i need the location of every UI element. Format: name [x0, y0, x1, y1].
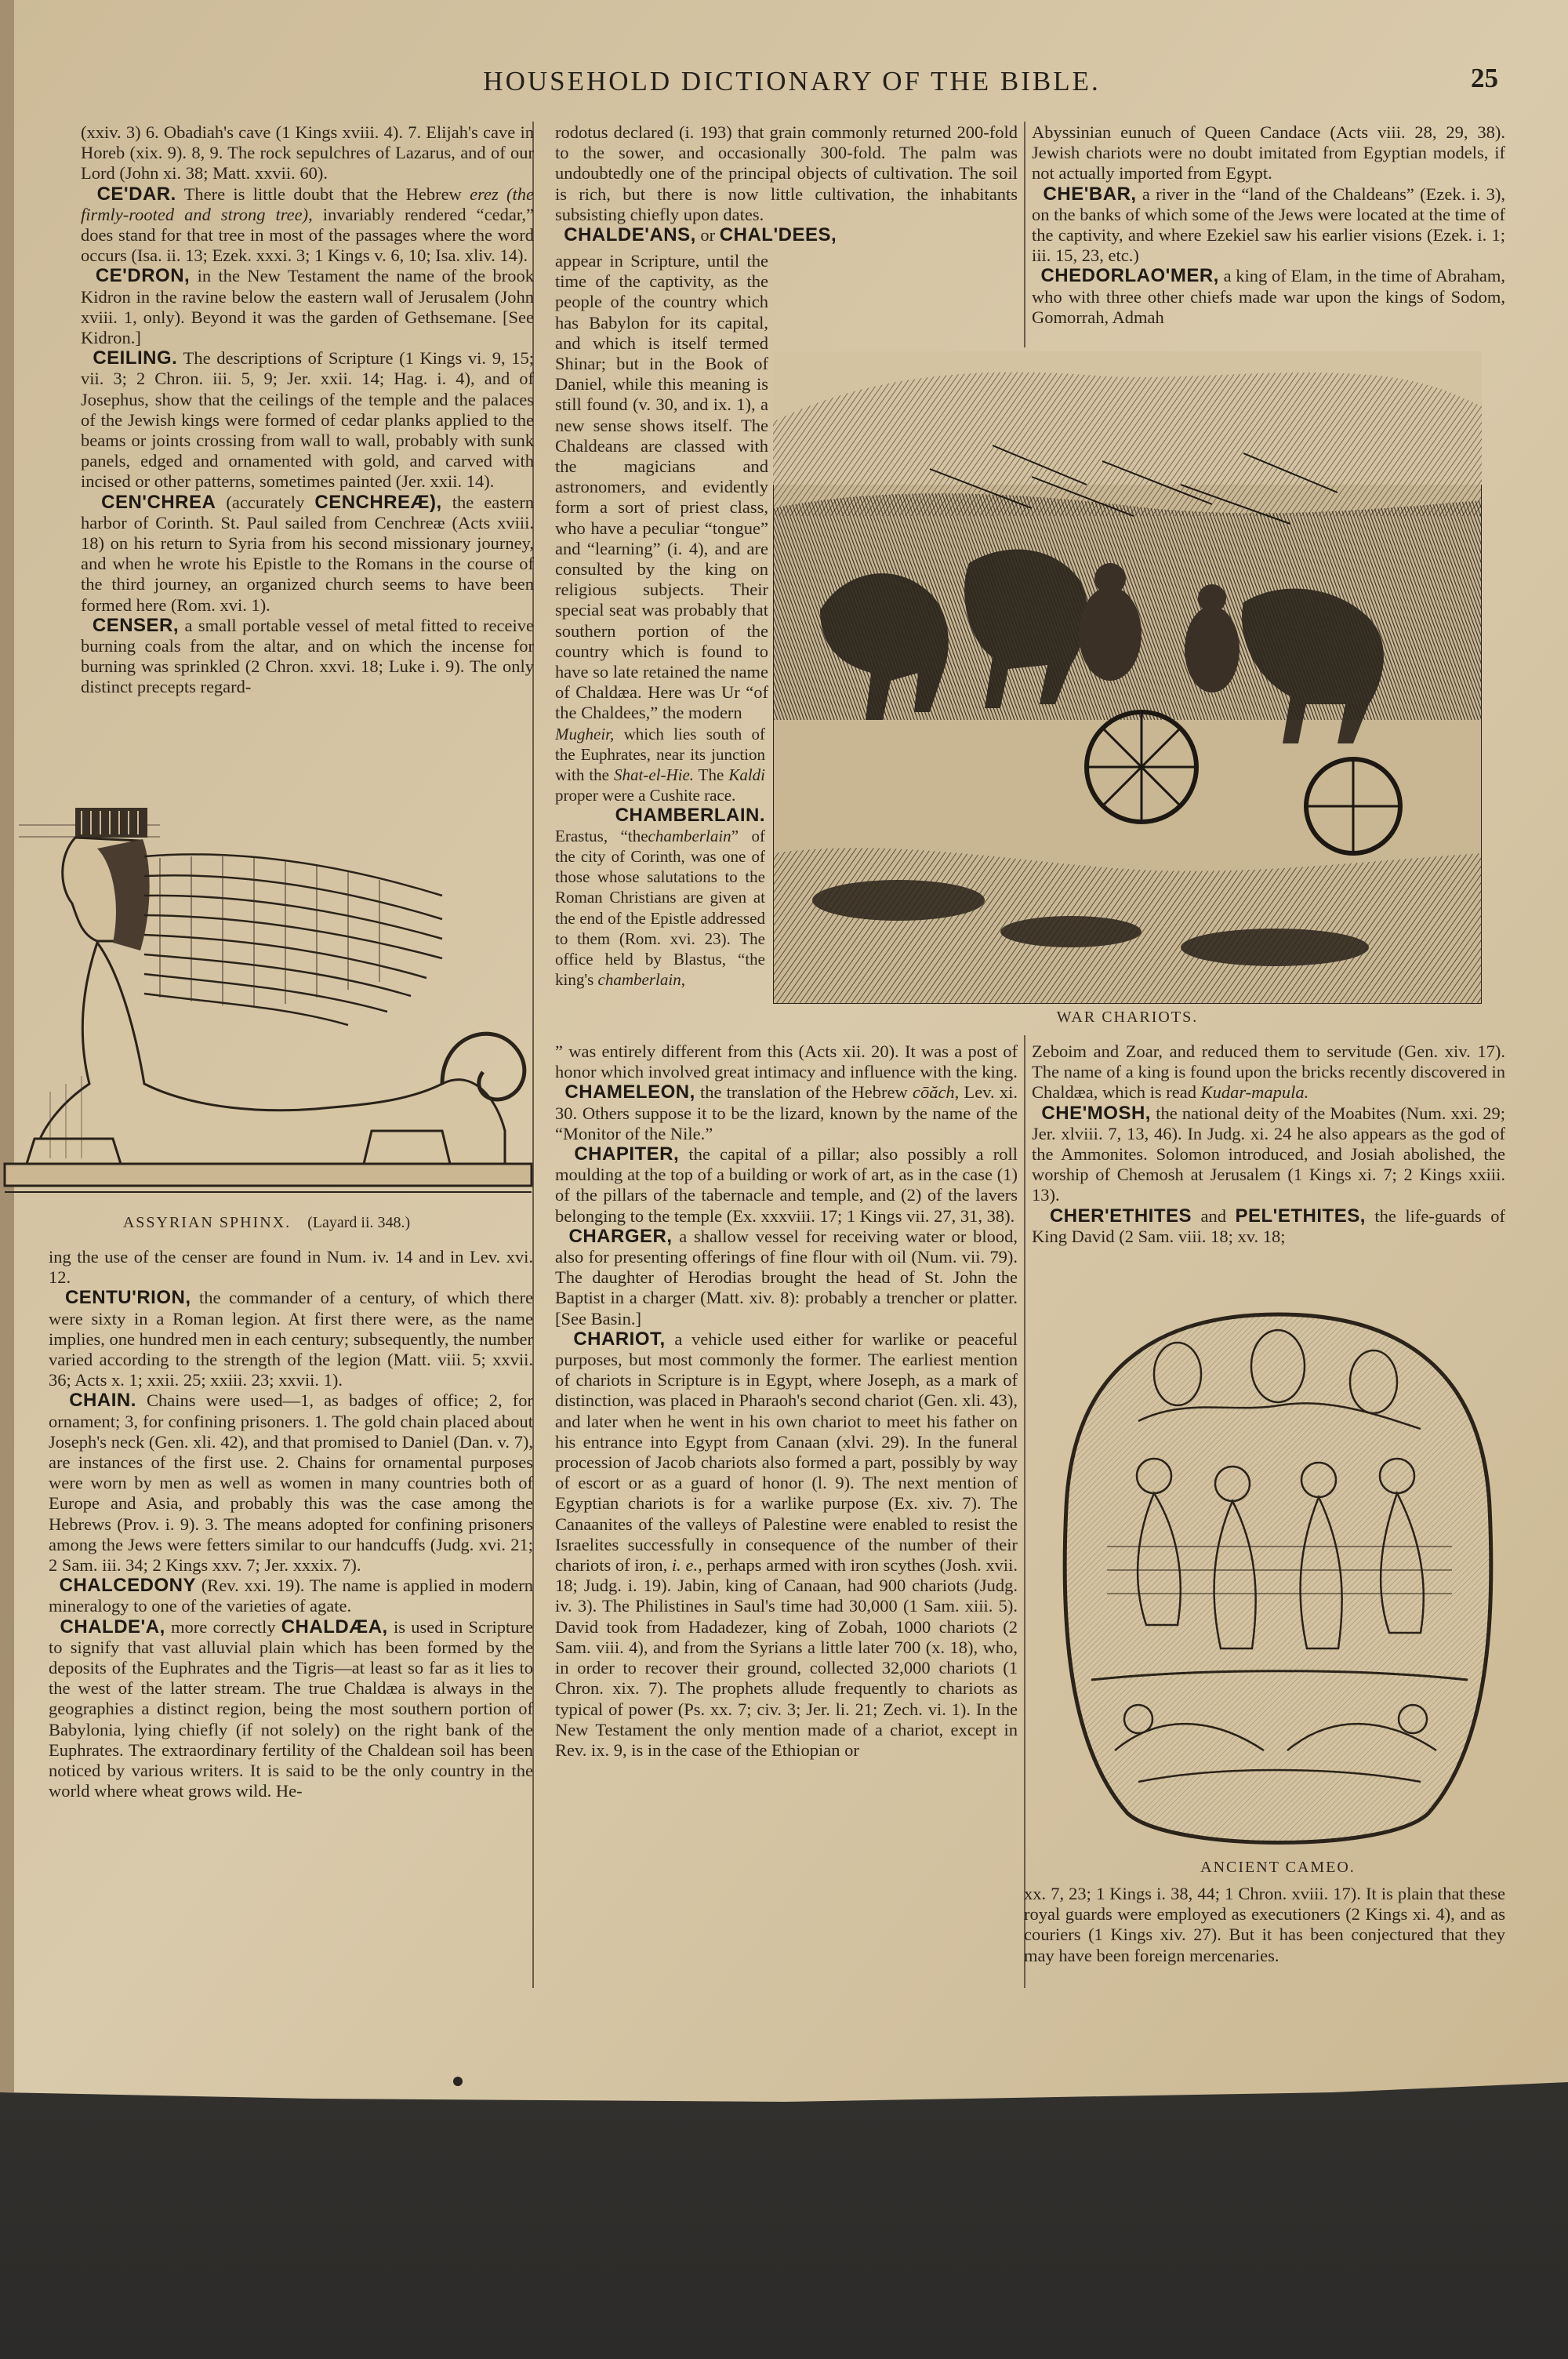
chebar-text: a river in the “land of the Chaldeans” (Ezek. i. 3), on the banks of which some of the Jews were located at the time of the captivity, and where Ezekiel saw his earlier visions (Ezek. i. 1; iii. 15, 23, etc.) — [1032, 184, 1506, 266]
headword-chaldea: CHALDE'A, — [60, 1616, 165, 1637]
cedar-text-b: invariably rendered “cedar,” does stand for that tree in most of the passages where the word occurs (Isa. ii. 13; Ezek. xxxi. 3; 1 Kings v. 6, 10; Isa. xliv. 14). — [81, 204, 535, 266]
entry-chapiter — [555, 1144, 1018, 1227]
entry-chaldeans — [555, 225, 1018, 245]
chaldeans-c: The — [698, 765, 724, 784]
chameleon-b: Lev. xi. 30. Others suppose it to be the lizard, known by the name of the “Monitor of the Nile.” — [555, 1082, 1018, 1143]
chaldeans-mid: or — [700, 225, 716, 245]
chaldea-text: is used in Scripture to signify that vast alluvial plain which has been formed by the deposits of the Euphrates and the Tigris—at least so far as it lies to the west of the latter stream. The true Chaldæa is always in the geographies a distinct region, being the most southern portion of Babylonia, lying chiefly (if not solely) on the right bank of the Euphrates. The extraordinary fertility of the Chaldean soil has been noticed by various writers. It is said to be the only country in the world where wheat grows wild. He- — [49, 1616, 534, 1801]
headword-cenchreae: CENCHREÆ), — [314, 491, 442, 513]
chaldeans-d: proper were a Cushite race. — [555, 785, 736, 805]
chamberlain-b: ” of the city of Corinth, was one of those whose salutations to the Roman Christians are given at the end of the Epistle addressed to them (Rom. xvi. 23). The office held by Blastus, “the king's — [555, 827, 765, 989]
chariot-a: a vehicle used either for warlike or peaceful purposes, but most commonly the former. The earliest mention of chariots in Scripture is in Egypt, where Joseph, as a mark of distinction, was placed in Pharaoh's second chariot (Gen. xli. 43), and later when he went in his own chariot to meet his father on his entrance into Egypt from Canaan (xlvi. 29). In the funeral procession of Jacob chariots also formed a part, possibly by way of escort or as a guard of honor (l. 9). The next mention of Egyptian chariots is for a warlike purpose (Ex. xiv. 7). The Canaanites of the valleys of Palestine were enabled to resist the Israelites successfully in consequence of the number of their chariots of iron, — [555, 1329, 1018, 1576]
headword-cedar: CE'DAR. — [96, 183, 176, 205]
chemosh-text: the national deity of the Moabites (Num. xxi. 29; Jer. xlviii. 7, 13, 46). In Judg. xi. 24 he also appears as the god of the Ammonites. Solomon introduced, and Josiah abolished, the worship of Chemosh at Jerusalem (1 Kings xi. 7; 2 Kings xxiii. 13). — [1032, 1103, 1506, 1205]
column-3-middle — [1032, 1041, 1505, 1247]
kudar: Kudar-mapula. — [1200, 1082, 1309, 1103]
headword-pelethites: PEL'ETHITES, — [1235, 1205, 1366, 1227]
chaldeans-b: which lies south of the Euphrates, near its junction with the — [555, 724, 765, 784]
charger-text: a shallow vessel for receiving water or blood, also for presenting offerings of fine flour with oil (Num. vii. 79). The daughter of Herodias brought the head of St. John the Baptist in a charger (Matt. xiv. 8): probably a trencher or platter. — [555, 1226, 1018, 1308]
headword-chaldees: CHAL'DEES, — [719, 224, 837, 246]
entry-cherethites-cont: xx. 7, 23; 1 Kings i. 38, 44; 1 Chron. xviii. 17). It is plain that these royal guards were employed as executioners (2 Kings xi. 4), and as couriers (1 Kings xiv. 27). But it has been conjectured that they may have been foreign mercenaries. — [1024, 1884, 1505, 1965]
headword-chaldaea: CHALDÆA, — [281, 1616, 388, 1637]
headword-chalcedony: CHALCEDONY — [59, 1575, 196, 1597]
censer-text: a small portable vessel of metal fitted to receive burning coals from the altar, and on which the incense for burning was sprinkled (2 Chron. xxvi. 18; Luke i. 9). The only distinct precepts regard- — [81, 615, 534, 697]
kaldi: Kaldi — [728, 765, 765, 784]
headword-cherethites: CHER'ETHITES — [1049, 1205, 1192, 1227]
page-number: 25 — [1471, 63, 1498, 93]
headword-chameleon: CHAMELEON, — [564, 1081, 695, 1103]
entry-chariot — [555, 1329, 1018, 1761]
cedron-see: [See Kidron.] — [81, 307, 534, 348]
entry-chaldea — [49, 1617, 533, 1802]
running-head: HOUSEHOLD DICTIONARY OF THE BIBLE. — [483, 66, 1101, 96]
chain-text: Chains were used—1, as badges of office; 2, for ornament; 3, for confining prisoners. 1. The gold chain placed about Joseph's neck (Gen. xli. 42), and that promised to Daniel (Dan. v. 7), are instances of the first use. 2. Chains for ornamental purposes were worn by men as well as women in many countries both of Europe and Asia, and probably this was the case among the Hebrews (Prov. i. 9). 3. The means adopted for confining prisoners among the Jews were fetters similar to our handcuffs (Judg. xvi. 21; 2 Sam. iii. 34; 2 Kings xxv. 7; Jer. xxxix. 7). — [49, 1390, 534, 1576]
chalcedony-text: (Rev. xxi. 19). The name is applied in modern mineralogy to one of the varieties of agate. — [49, 1576, 534, 1616]
column-2-lower — [555, 1041, 1018, 1761]
entry-cherethites — [1032, 1206, 1505, 1247]
headword-ceiling: CEILING. — [93, 347, 178, 369]
column-rule-2 — [1024, 122, 1025, 347]
headword-chapiter: CHAPITER, — [574, 1143, 680, 1165]
chapiter-text: the capital of a pillar; also possibly a roll moulding at the top of a building or work of art, as in the case (1) of the pillars of the tabernacle and temple, and (2) of the lavers belonging to the temple (Ex. xxxviii. 17; 1 Kings vii. 27, 31, 38). — [555, 1144, 1018, 1226]
chaldea-mid: more correctly — [171, 1616, 276, 1637]
entry-charger — [555, 1227, 1018, 1329]
entry-chain — [49, 1390, 533, 1576]
entry-censer-cont: ing the use of the censer are found in Num. iv. 14 and in Lev. xvi. 12. — [49, 1247, 533, 1288]
column-1-top — [81, 122, 534, 698]
headword-chemosh: CHE'MOSH, — [1041, 1102, 1151, 1124]
entry-cave-cont: (xxiv. 3) 6. Obadiah's cave (1 Kings xviii. 4). 7. Elijah's cave in Horeb (xix. 9). 8, 9. The rock sepulchres of Lazarus, and of our Lord (John xi. 38; Matt. xxvii. 60). — [81, 122, 534, 184]
chamberlain-cont: ” was entirely different from this (Acts xii. 20). It was a post of honor which involved great intimacy and influence with the king. — [555, 1041, 1018, 1082]
headword-charger: CHARGER, — [568, 1225, 673, 1247]
entry-censer — [81, 616, 534, 698]
cedar-text-a: There is little doubt that the Hebrew — [183, 184, 462, 204]
entry-chedorlaomer — [1032, 266, 1505, 328]
cenchrea-mid: (accurately — [226, 492, 305, 512]
cenchrea-text: the eastern harbor of Corinth. St. Paul sailed from Cenchreæ (Acts xviii. 18) on his return to Syria from his second missionary journey, and when he wrote his Epistle to the Romans in the course of the third journey, an organized church seems to have been formed here (Rom. xvi. 1). — [81, 492, 535, 615]
entry-chemosh — [1032, 1103, 1505, 1206]
headword-chebar: CHE'BAR, — [1043, 183, 1137, 205]
entry-abyssinian: Abyssinian eunuch of Queen Candace (Acts viii. 28, 29, 38). Jewish chariots were no doubt imitated from Egyptian models, if not actually imported from Egypt. — [1032, 122, 1505, 184]
chamberlain-italic: chamberlain — [648, 827, 731, 846]
cedron-text: in the New Testament the name of the brook Kidron in the ravine below the eastern wall of Jerusalem (John xviii. 1, only). Beyond it was the garden of Gethsemane. — [81, 266, 534, 327]
zeboim-text: Zeboim and Zoar, and reduced them to servitude (Gen. xiv. 17). The name of a king is found upon the bricks recently discovered in Chaldæa, which is read — [1032, 1041, 1505, 1103]
chamberlain-italic-2: chamberlain, — [597, 969, 685, 989]
image-spacer — [768, 336, 1018, 1120]
entry-ceiling — [81, 348, 534, 492]
column-rule-2b — [1024, 1035, 1025, 1988]
chaldeans-body: appear in Scripture, until the time of the captivity, as the people of the country which has Babylon for its capital, and which is itself termed Shinar; but in the Book of Daniel, while this meaning is still found (v. 30, and ix. 1), a new sense shows itself. The Chaldeans are classed with the magicians and astronomers, and evidently form a sort of priest class, who have a peculiar “tongue” and “learning” (i. 4), and are consulted by the king on religious subjects. Their special seat was probably that southern portion of the country which is found to have so late retained the name of Chaldæa. Here was Ur “of the Chaldees,” the modern — [555, 251, 768, 723]
headword-chain: CHAIN. — [69, 1390, 136, 1412]
column-2-chaldeans-flow — [555, 251, 1018, 1120]
chedorlaomer-text: a king of Elam, in the time of Abraham, who with three other chiefs made war upon the kings of Sodom, Gomorrah, Admah — [1032, 266, 1506, 327]
mugheir: Mugheir, — [555, 724, 615, 743]
war-chariots-caption: WAR CHARIOTS. — [1056, 1009, 1199, 1026]
centurion-text: the commander of a century, of which there were sixty in a Roman legion. At first there were, as the name implies, one hundred men in each century; subsequently, the number varied according to the strength of the legion (Matt. viii. 5; xxvii. 36; Acts x. 1; xxii. 25; xxiii. 23; xxvii. 1). — [49, 1288, 534, 1390]
ancient-cameo-illustration — [1060, 1311, 1496, 1854]
cameo-caption: ANCIENT CAMEO. — [1200, 1859, 1356, 1876]
cherethites-text: the life-guards of King David (2 Sam. viii. 18; xv. 18; — [1032, 1205, 1506, 1246]
chariot-b: perhaps armed with iron scythes (Josh. xvii. 18; Judg. i. 19). Jabin, king of Canaan, had 900 chariots (Judg. iv. 3). The Philistines in Saul's time had 30,000 (1 Sam. xiii. 5). David took from Hadadezer, king of Zobah, 1000 chariots (2 Sam. viii. 4), and from the Syrians a little later 700 (x. 18), who, in order to recover their ground, collected 32,000 chariots (1 Chron. xix. 7). The prophets allude frequently to chariots as typical of power (Ps. xx. 7; civ. 3; Jer. li. 21; Zech. vi. 1). In the New Testament the only mention made of a chariot, except in Rev. ix. 9, is in the case of the Ethiopian or — [555, 1555, 1018, 1760]
entry-chalcedony — [49, 1576, 533, 1616]
chamberlain-a: Erastus, “the — [555, 827, 648, 846]
entry-cenchrea — [81, 493, 534, 616]
sphinx-caption-title: ASSYRIAN SPHINX. — [122, 1214, 292, 1231]
chameleon-a: the translation of the Hebrew — [699, 1082, 908, 1103]
sphinx-caption-source: (Layard ii. 348.) — [307, 1214, 411, 1231]
headword-centurion: CENTU'RION, — [64, 1287, 191, 1309]
entry-chebar — [1032, 184, 1505, 267]
entry-cedar — [81, 184, 534, 267]
sphinx-caption — [47, 1214, 486, 1232]
charger-see: [See Basin.] — [555, 1308, 641, 1329]
headword-chedorlaomer: CHEDORLAO'MER, — [1040, 265, 1219, 287]
shatel: Shat-el-Hie. — [614, 765, 695, 784]
cedar-italic: erez (the firmly-rooted and strong tree), — [81, 184, 535, 224]
headword-chariot: CHARIOT, — [573, 1328, 666, 1350]
entry-zeboim — [1032, 1041, 1505, 1103]
ie: i. e., — [671, 1555, 702, 1576]
assyrian-sphinx-illustration — [3, 801, 533, 1209]
ink-spot — [453, 2077, 463, 2086]
ceiling-text: The descriptions of Scripture (1 Kings vi. 9, 15; vii. 3; 2 Chron. iii. 5, 9; Jer. xxii. 14; Hag. i. 4), and of Josephus, show that the ceilings of the temple and the palaces of the Jewish kings were formed of cedar planks applied to the beams or joints crossing from wall to wall, probably with sunk panels, edged and ornamented with gold, and carved with incised or other patterns, sometimes painted (Jer. xxii. 14). — [81, 348, 534, 492]
column-3-bottom — [1024, 1884, 1505, 1966]
headword-chaldeans: CHALDE'ANS, — [564, 224, 696, 246]
entry-centurion — [49, 1288, 533, 1390]
entry-cedron — [81, 266, 534, 348]
headword-cenchrea: CEN'CHREA — [101, 491, 216, 513]
column-3-top — [1032, 122, 1505, 328]
column-2 — [555, 122, 1018, 245]
headword-censer: CENSER, — [92, 614, 180, 636]
headword-cedron: CE'DRON, — [95, 265, 191, 287]
entry-herodotus-cont: rodotus declared (i. 193) that grain commonly returned 200-fold to the sower, and occasionally 300-fold. The palm was undoubtedly one of the principal objects of cultivation. The soil is rich, but there is now little cultivation, the inhabitants subsisting chiefly upon dates. — [555, 122, 1018, 224]
column-1-bottom — [49, 1247, 533, 1801]
headword-chamberlain: CHAMBERLAIN. — [615, 805, 765, 827]
coach: cōăch, — [912, 1082, 960, 1103]
cherethites-mid: and — [1200, 1205, 1226, 1226]
